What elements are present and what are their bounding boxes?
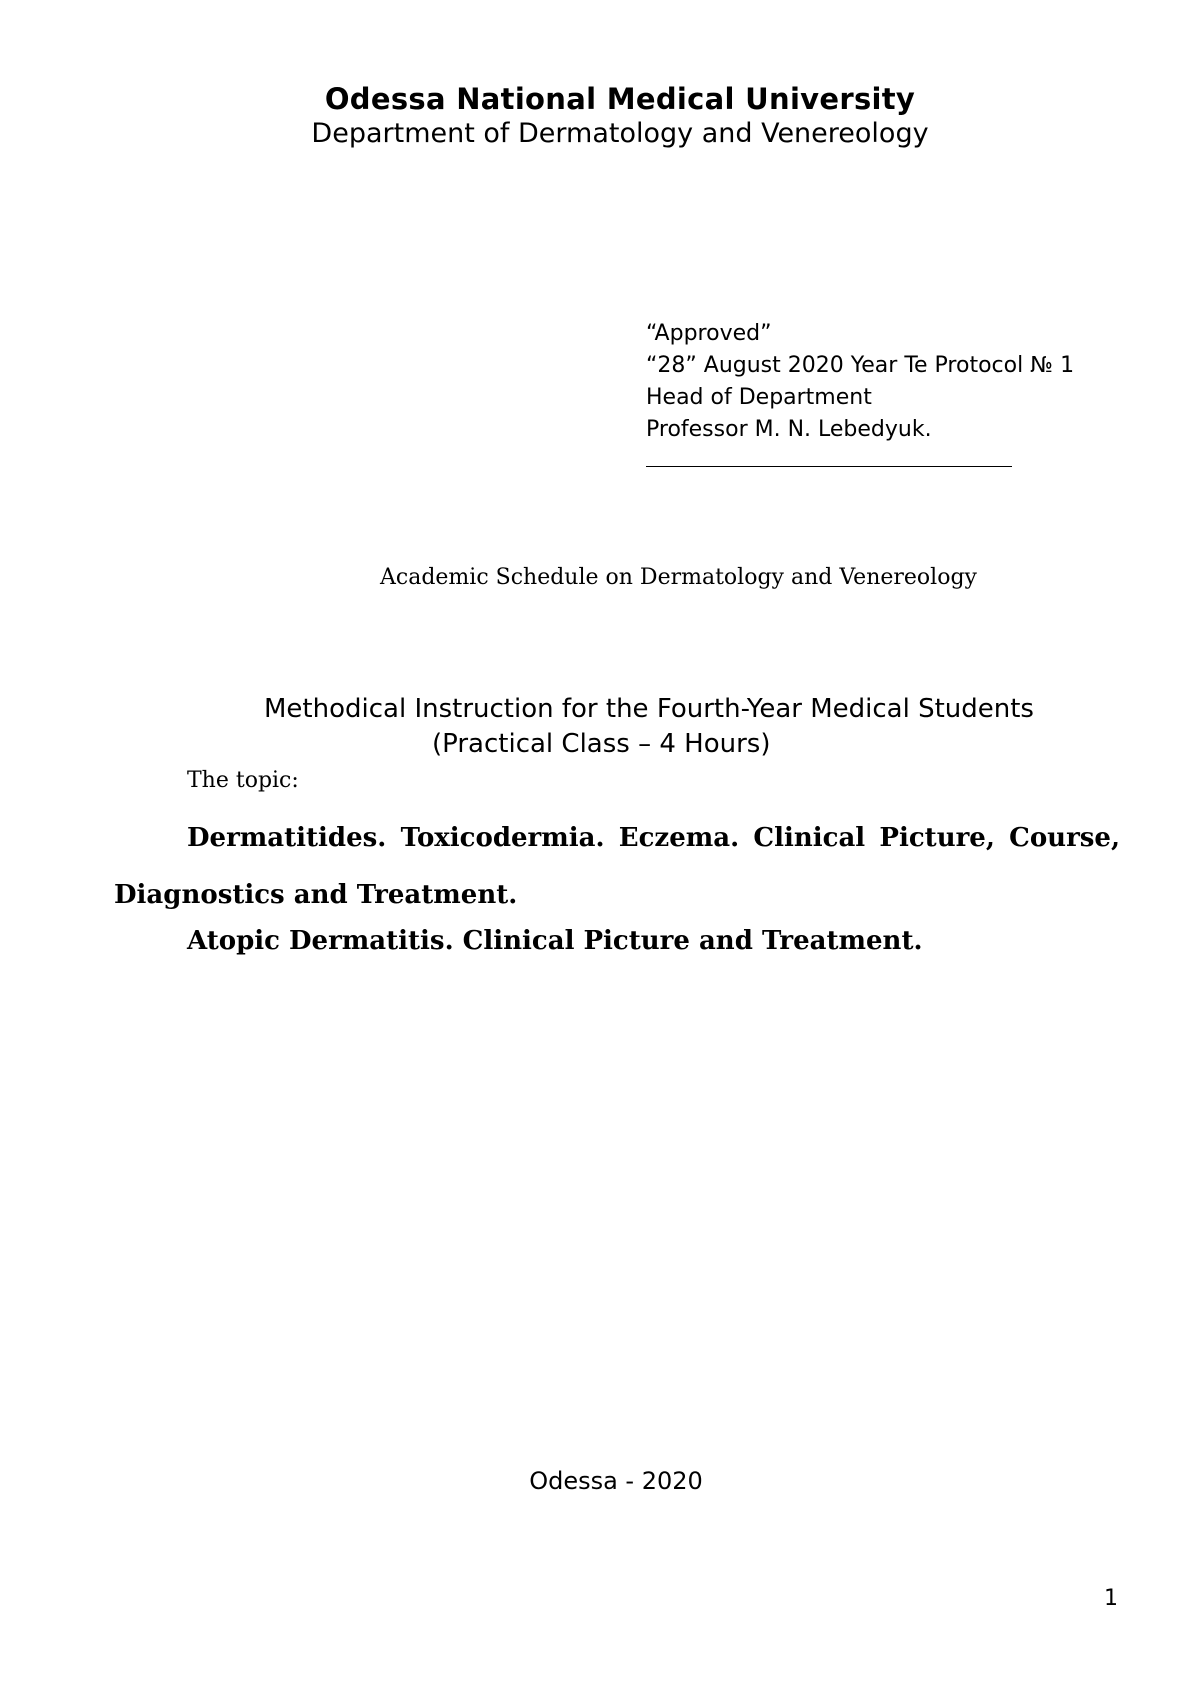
signature-line	[646, 466, 1012, 467]
topic-title-2: Atopic Dermatitis. Clinical Picture and Treatment.	[187, 926, 923, 956]
instruction-subtitle: (Practical Class – 4 Hours)	[432, 729, 771, 759]
approval-block	[646, 318, 1074, 446]
city-year: Odessa - 2020	[529, 1467, 703, 1495]
department-name: Department of Dermatology and Venereology	[311, 118, 929, 149]
topic-title-1: Dermatitides. Toxicodermia. Eczema. Clinical Picture, Course, Diagnostics and Treatment.	[114, 823, 1120, 910]
page-number: 1	[1104, 1586, 1118, 1611]
instruction-title: Methodical Instruction for the Fourth-Year Medical Students	[264, 694, 1034, 724]
approval-label: “Approved”	[646, 321, 772, 346]
approval-position: Head of Department	[646, 385, 872, 410]
topic-label: The topic:	[187, 768, 299, 793]
approval-name: Professor M. N. Lebedyuk.	[646, 417, 932, 442]
university-name: Odessa National Medical University	[324, 82, 916, 116]
schedule-title: Academic Schedule on Dermatology and Venereology	[380, 565, 977, 590]
approval-date-protocol: “28” August 2020 Year Te Protocol № 1	[646, 353, 1075, 378]
